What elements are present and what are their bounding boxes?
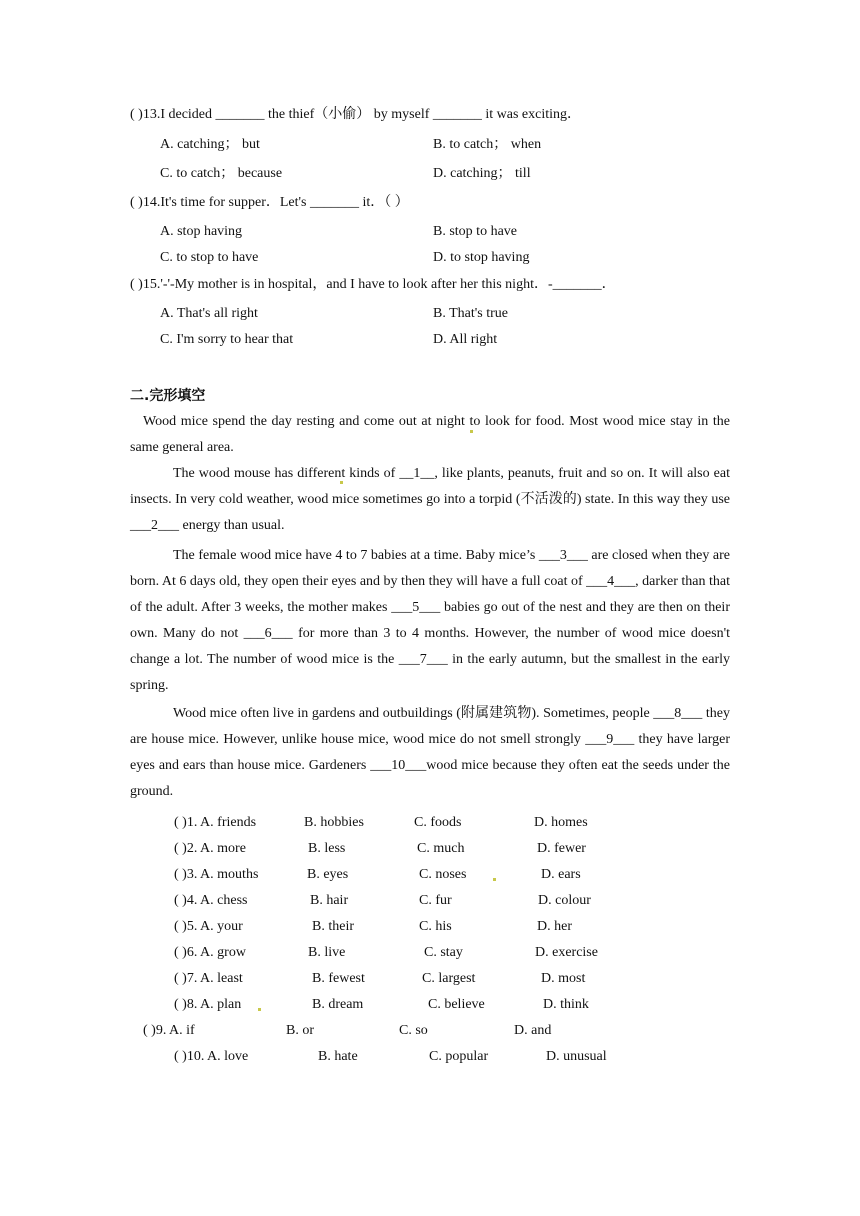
cloze-option-2-b: B. less — [308, 841, 346, 856]
cloze-option-2-d: D. fewer — [537, 841, 586, 856]
scan-speck — [470, 430, 473, 433]
cloze-option-7-c: C. largest — [422, 971, 476, 986]
cloze-option-5-b: B. their — [312, 919, 354, 934]
scan-speck — [493, 878, 496, 881]
question-14-option-a: A. stop having — [160, 224, 243, 239]
question-15-option-a: A. That's all right — [160, 306, 258, 321]
cloze-option-9-d: D. and — [514, 1023, 552, 1038]
cloze-option-3-c: C. noses — [419, 867, 467, 882]
cloze-option-6-c: C. stay — [424, 945, 463, 960]
cloze-option-3-b: B. eyes — [307, 867, 349, 882]
question-13-option-d: D. catching； till — [433, 166, 531, 181]
cloze-option-8-a: ( )8. A. plan — [174, 997, 242, 1012]
cloze-option-5-a: ( )5. A. your — [174, 919, 243, 934]
cloze-option-9-a: ( )9. A. if — [143, 1023, 195, 1038]
cloze-option-6-a: ( )6. A. grow — [174, 945, 246, 960]
cloze-option-6-b: B. live — [308, 945, 346, 960]
cloze-option-3-d: D. ears — [541, 867, 581, 882]
passage-paragraph-4: Wood mice often live in gardens and outbuildings (附属建筑物). Sometimes, people ___8___ they are house mice. However, unlike house mice, wood mice do not smell strongly ___9___ they have larger eyes and ears than house mice. Gardeners ___10___wood mice because they often eat the seeds under the ground. — [130, 706, 730, 799]
cloze-option-4-a: ( )4. A. chess — [174, 893, 248, 908]
question-15-option-d: D. All right — [433, 332, 498, 347]
question-13-option-a: A. catching； but — [160, 137, 260, 152]
question-13-stem: ( )13.I decided _______ the thief（小偷） by myself _______ it was exciting． — [130, 107, 582, 122]
question-15-option-b: B. That's true — [433, 306, 508, 321]
question-14-option-d: D. to stop having — [433, 250, 530, 265]
question-15-option-c: C. I'm sorry to hear that — [160, 332, 294, 347]
cloze-option-5-c: C. his — [419, 919, 452, 934]
cloze-option-4-c: C. fur — [419, 893, 452, 908]
cloze-option-3-a: ( )3. A. mouths — [174, 867, 259, 882]
question-15-stem: ( )15.'-'-My mother is in hospital，and I have to look after her this night．-_______． — [130, 277, 616, 292]
cloze-option-7-d: D. most — [541, 971, 586, 986]
cloze-option-2-a: ( )2. A. more — [174, 841, 246, 856]
passage-paragraph-1: Wood mice spend the day resting and come out at night to look for food. Most wood mice stay in the same general area. — [130, 414, 730, 455]
cloze-option-1-d: D. homes — [534, 815, 588, 830]
cloze-option-2-c: C. much — [417, 841, 465, 856]
scan-speck — [258, 1008, 261, 1011]
scan-speck — [340, 481, 343, 484]
cloze-option-5-d: D. her — [537, 919, 572, 934]
cloze-option-10-d: D. unusual — [546, 1049, 607, 1064]
cloze-option-7-b: B. fewest — [312, 971, 365, 986]
cloze-option-4-b: B. hair — [310, 893, 349, 908]
cloze-option-9-b: B. or — [286, 1023, 314, 1038]
cloze-option-4-d: D. colour — [538, 893, 591, 908]
question-14-stem: ( )14.It's time for supper．Let's _______ it．（ ） — [130, 195, 409, 210]
cloze-option-10-a: ( )10. A. love — [174, 1049, 249, 1064]
cloze-option-7-a: ( )7. A. least — [174, 971, 243, 986]
cloze-option-1-c: C. foods — [414, 815, 462, 830]
cloze-option-8-b: B. dream — [312, 997, 364, 1012]
cloze-option-8-d: D. think — [543, 997, 589, 1012]
section-title: 二.完形填空 — [130, 388, 206, 404]
cloze-option-10-c: C. popular — [429, 1049, 489, 1064]
cloze-option-1-a: ( )1. A. friends — [174, 815, 257, 830]
question-14-option-b: B. stop to have — [433, 224, 517, 239]
passage-paragraph-3: The female wood mice have 4 to 7 babies at a time. Baby mice’s ___3___ are closed when they are born. At 6 days old, they open their eyes and by then they will have a full coat of ___4___, darker than that of the adult. After 3 weeks, the mother makes ___5___ babies go out of the nest and they are then on their own. Many do not ___6___ for more than 3 to 4 months. However, the number of wood mice doesn't change a lot. The number of wood mice is the ___7___ in the early autumn, but the smallest in the early spring. — [130, 548, 730, 693]
cloze-option-6-d: D. exercise — [535, 945, 598, 960]
question-14-option-c: C. to stop to have — [160, 250, 259, 265]
cloze-option-8-c: C. believe — [428, 997, 485, 1012]
cloze-option-10-b: B. hate — [318, 1049, 358, 1064]
cloze-option-9-c: C. so — [399, 1023, 428, 1038]
question-13-option-c: C. to catch； because — [160, 166, 283, 181]
cloze-option-1-b: B. hobbies — [304, 815, 364, 830]
question-13-option-b: B. to catch； when — [433, 137, 542, 152]
passage-paragraph-2: The wood mouse has different kinds of __1__, like plants, peanuts, fruit and so on. It will also eat insects. In very cold weather, wood mice sometimes go into a torpid (不活泼的) state. In this way they use ___2___ energy than usual. — [130, 466, 730, 533]
